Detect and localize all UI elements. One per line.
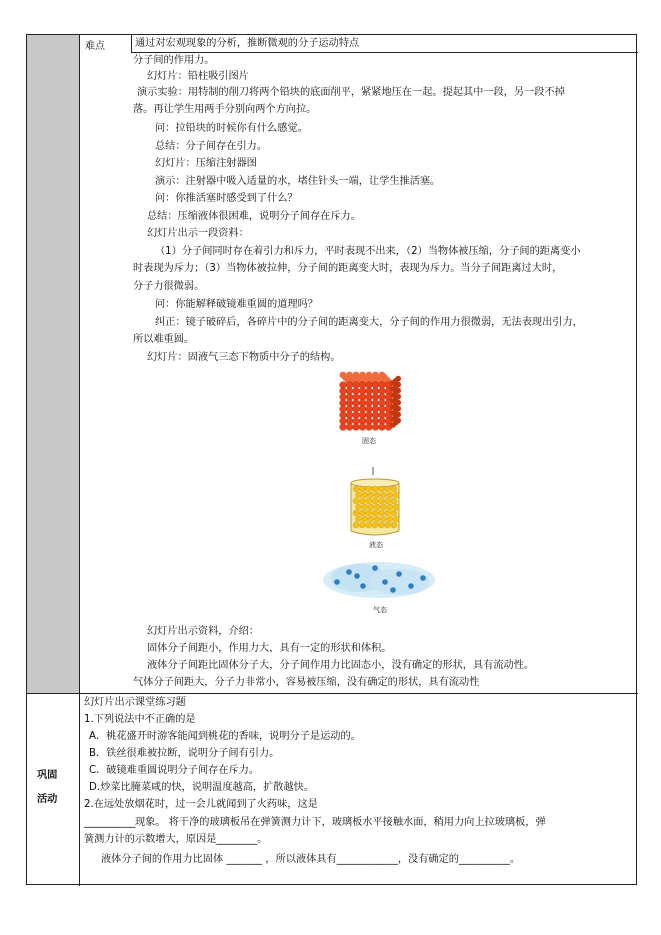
- solid-molecule: [346, 406, 353, 413]
- liquid-molecule: [385, 498, 391, 504]
- solid-molecule: [379, 388, 386, 395]
- solid-caption: 固态: [362, 437, 376, 445]
- body-line: （1）分子间同时存在着引力和斥力，平时表现不出来，（2）当物体被压缩，分子间的距离变小: [155, 246, 581, 257]
- liquid-molecule: [381, 492, 387, 498]
- body-line: 幻灯片：固液气三态下物质中分子的结构。: [147, 352, 341, 363]
- liquid-molecule: [385, 486, 391, 492]
- liquid-molecule: [378, 510, 384, 516]
- liquid-molecule: [353, 510, 359, 516]
- exercise-line: D.炒菜比腌菜咸的快，说明温度越高，扩散越快。: [89, 782, 315, 793]
- solid-molecule: [372, 424, 379, 431]
- solid-molecule: [359, 394, 366, 401]
- activity-label-2: 活动: [37, 794, 58, 805]
- exercise-line: 2.在远处放烟花时，过一会儿就闻到了火药味，这是: [84, 799, 318, 810]
- solid-molecule: [395, 418, 401, 424]
- liquid-molecule: [374, 492, 380, 498]
- solid-molecule: [346, 418, 353, 425]
- liquid-molecule: [366, 510, 372, 516]
- liquid-molecule: [393, 504, 399, 510]
- solid-molecule: [379, 382, 386, 389]
- solid-molecule: [340, 412, 347, 419]
- gas-molecule: [382, 579, 388, 585]
- solid-molecule: [359, 388, 366, 395]
- liquid-molecule: [391, 522, 397, 528]
- solid-molecule: [353, 400, 360, 407]
- solid-molecule: [366, 388, 373, 395]
- liquid-molecule: [353, 522, 359, 528]
- gas-caption: 气态: [373, 606, 387, 614]
- solid-molecule: [379, 400, 386, 407]
- liquid-molecule: [366, 486, 372, 492]
- liquid-molecule: [372, 522, 378, 528]
- column-divider-2: [131, 35, 132, 52]
- solid-molecule: [372, 394, 379, 401]
- after-line: 固体分子间距小，作用力大，具有一定的形状和体积。: [147, 643, 392, 654]
- gas-molecule: [420, 575, 426, 581]
- solid-molecule: [353, 406, 360, 413]
- exercise-line: B．铁丝很难被拉断，说明分子间有引力。: [89, 748, 280, 759]
- liquid-molecule: [387, 504, 393, 510]
- solid-molecule: [372, 418, 379, 425]
- solid-molecule: [395, 376, 401, 382]
- solid-molecule: [353, 418, 360, 425]
- solid-molecule: [353, 424, 360, 431]
- liquid-molecule: [366, 498, 372, 504]
- solid-molecule: [372, 382, 379, 389]
- activity-label-1: 巩固: [37, 770, 58, 781]
- liquid-molecule: [387, 492, 393, 498]
- solid-molecule: [372, 406, 379, 413]
- liquid-molecule: [387, 516, 393, 522]
- liquid-state-figure: [347, 467, 403, 539]
- body-line: 分子力很微弱。: [133, 281, 205, 292]
- body-line: 总结：压缩液体很困难，说明分子间存在斥力。: [147, 211, 361, 222]
- liquid-molecule: [368, 516, 374, 522]
- liquid-molecule: [381, 516, 387, 522]
- body-line: 总结：分子间存在引力。: [155, 141, 268, 152]
- gas-molecule: [396, 571, 402, 577]
- body-line: 所以难重圆。: [133, 334, 195, 345]
- solid-molecule: [395, 394, 401, 400]
- solid-molecule: [340, 388, 347, 395]
- liquid-molecule: [356, 492, 362, 498]
- liquid-molecule: [366, 522, 372, 528]
- solid-molecule: [359, 412, 366, 419]
- solid-molecule: [372, 400, 379, 407]
- solid-molecule: [359, 382, 366, 389]
- liquid-molecule: [381, 504, 387, 510]
- row-divider-activity: [27, 693, 638, 694]
- liquid-molecule: [359, 486, 365, 492]
- liquid-molecule: [385, 510, 391, 516]
- liquid-molecule: [359, 510, 365, 516]
- solid-molecule: [395, 382, 401, 388]
- liquid-molecule: [393, 516, 399, 522]
- solid-molecule: [379, 412, 386, 419]
- solid-molecule: [366, 400, 373, 407]
- solid-molecule: [346, 412, 353, 419]
- gas-molecule: [354, 573, 360, 579]
- row-divider-header: [131, 52, 638, 53]
- liquid-molecule: [356, 504, 362, 510]
- liquid-molecule: [372, 498, 378, 504]
- liquid-molecule: [362, 492, 368, 498]
- body-line: 时表现为斥力；（3）当物体被拉伸，分子间的距离变大时，表现为斥力。当分子间距离过大时，: [133, 263, 563, 274]
- solid-molecule: [353, 412, 360, 419]
- liquid-molecule: [374, 516, 380, 522]
- liquid-molecule: [385, 522, 391, 528]
- solid-molecule: [395, 400, 401, 406]
- liquid-molecule: [391, 498, 397, 504]
- solid-molecule: [340, 406, 347, 413]
- gas-state-figure: [319, 556, 439, 604]
- body-line: 问：你推活塞时感受到了什么？: [155, 193, 298, 204]
- body-line: 问：拉铅块的时候你有什么感觉。: [155, 123, 308, 134]
- solid-molecule: [366, 412, 373, 419]
- liquid-molecule: [372, 510, 378, 516]
- left-column-shade: [27, 35, 79, 693]
- exercise-line: 幻灯片出示课堂练习题: [84, 697, 186, 708]
- solid-molecule: [366, 394, 373, 401]
- liquid-molecule: [362, 504, 368, 510]
- gas-molecule: [372, 565, 378, 571]
- liquid-molecule: [362, 516, 368, 522]
- liquid-molecule: [353, 486, 359, 492]
- solid-molecule: [366, 406, 373, 413]
- after-line: 气体分子间距大，分子力非常小，容易被压缩，没有确定的形状，具有流动性: [133, 677, 480, 688]
- difficulty-text: 通过对宏观现象的分析，推断微观的分子运动特点: [135, 38, 360, 49]
- solid-molecule: [353, 388, 360, 395]
- gas-molecule: [408, 583, 414, 589]
- solid-state-figure: [337, 371, 401, 433]
- solid-molecule: [395, 388, 401, 394]
- solid-molecule: [379, 394, 386, 401]
- gas-molecule: [390, 587, 396, 593]
- liquid-molecule: [378, 522, 384, 528]
- liquid-molecule: [368, 504, 374, 510]
- liquid-molecule: [359, 498, 365, 504]
- liquid-molecule: [368, 492, 374, 498]
- solid-molecule: [379, 424, 386, 431]
- exercise-line: C．破镜难重圆说明分子间存在斥力。: [89, 765, 260, 776]
- solid-molecule: [372, 412, 379, 419]
- body-line: 演示实验：用特制的削刀将两个铅块的底面削平，紧紧地压在一起。提起其中一段，另一段不掉: [137, 87, 565, 98]
- exercise-line: 液体分子间的作用力比固体 _______ ，所以液体具有____________，没有确定的__________。: [101, 854, 521, 865]
- liquid-molecule: [356, 516, 362, 522]
- solid-molecule: [372, 388, 379, 395]
- gas-molecule: [334, 579, 340, 585]
- gas-molecule: [360, 583, 366, 589]
- solid-molecule: [379, 406, 386, 413]
- solid-molecule: [359, 418, 366, 425]
- solid-molecule: [346, 382, 353, 389]
- column-divider-1: [79, 35, 80, 886]
- solid-molecule: [340, 394, 347, 401]
- body-line: 演示：注射器中吸入适量的水，堵住针头一端，让学生推活塞。: [155, 176, 441, 187]
- solid-molecule: [359, 400, 366, 407]
- exercise-line: 簧测力计的示数增大，原因是________。: [84, 834, 268, 845]
- solid-molecule: [346, 400, 353, 407]
- solid-molecule: [359, 406, 366, 413]
- after-line: 液体分子间距比固体分子大，分子间作用力比固态小，没有确定的形状，具有流动性。: [147, 660, 535, 671]
- solid-molecule: [340, 400, 347, 407]
- liquid-caption: 液态: [369, 541, 383, 549]
- body-line: 落。再让学生用两手分别向两个方向拉。: [133, 104, 317, 115]
- liquid-molecule: [391, 486, 397, 492]
- liquid-molecule: [372, 486, 378, 492]
- lesson-table: [26, 34, 637, 885]
- solid-molecule: [379, 418, 386, 425]
- body-line: 幻灯片出示一段资料：: [147, 228, 249, 239]
- liquid-molecule: [378, 486, 384, 492]
- difficulty-label: 难点: [85, 41, 105, 52]
- liquid-molecule: [359, 522, 365, 528]
- body-line: 幻灯片：压缩注射器图: [155, 158, 257, 169]
- solid-molecule: [353, 382, 360, 389]
- solid-molecule: [366, 424, 373, 431]
- body-line: 分子间的作用力。: [133, 55, 215, 66]
- solid-molecule: [366, 382, 373, 389]
- liquid-molecule: [353, 498, 359, 504]
- solid-molecule: [366, 418, 373, 425]
- solid-molecule: [353, 394, 360, 401]
- body-line: 问：你能解释破镜难重圆的道理吗？: [155, 299, 318, 310]
- solid-molecule: [340, 382, 347, 389]
- solid-molecule: [395, 406, 401, 412]
- liquid-molecule: [393, 492, 399, 498]
- solid-molecule: [359, 424, 366, 431]
- exercise-line: A．桃花盛开时游客能闻到桃花的香味，说明分子是运动的。: [89, 731, 361, 742]
- after-line: 幻灯片出示资料，介绍：: [147, 626, 260, 637]
- exercise-line: 1.下列说法中不正确的是: [84, 714, 196, 725]
- liquid-molecule: [374, 504, 380, 510]
- body-line: 纠正：镜子破碎后，各碎片中的分子间的距离变大，分子间的作用力很微弱，无法表现出引力，: [155, 317, 583, 328]
- solid-molecule: [340, 424, 347, 431]
- gas-molecule: [346, 569, 352, 575]
- exercise-line: __________现象。 将干净的玻璃板吊在弹簧测力计下，玻璃板水平接触水面，稍用力向上拉玻璃板，弹: [84, 817, 546, 828]
- solid-molecule: [346, 394, 353, 401]
- solid-molecule: [340, 418, 347, 425]
- liquid-molecule: [378, 498, 384, 504]
- solid-molecule: [346, 388, 353, 395]
- solid-molecule: [395, 412, 401, 418]
- liquid-molecule: [391, 510, 397, 516]
- body-line: 幻灯片：铅柱吸引图片: [147, 71, 249, 82]
- solid-molecule: [346, 424, 353, 431]
